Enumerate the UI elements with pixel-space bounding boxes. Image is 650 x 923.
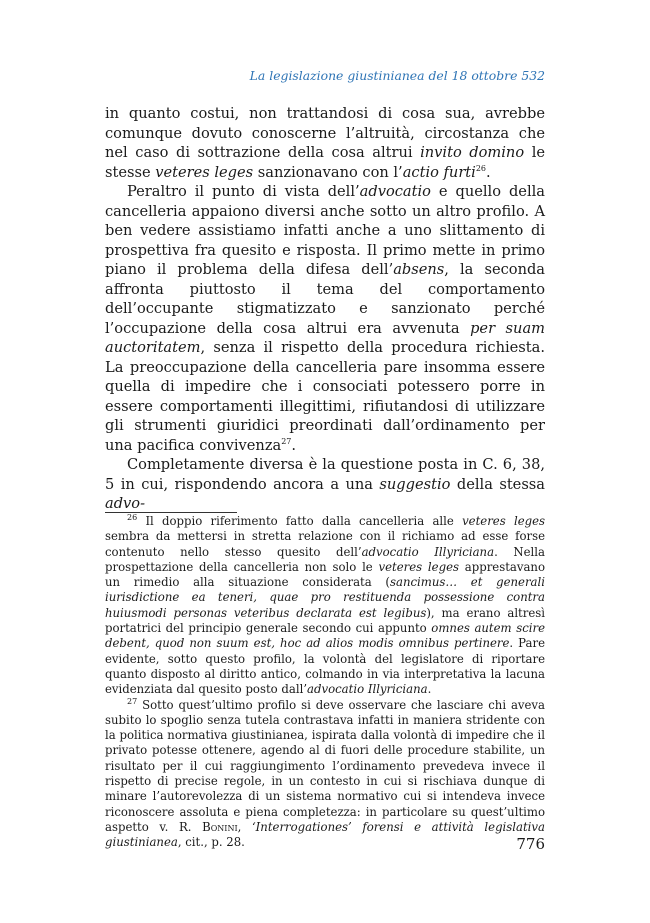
footnote-ref-27[interactable]: 27 xyxy=(281,436,292,446)
main-text xyxy=(105,104,545,514)
author-name: Bonini xyxy=(202,819,238,834)
running-header: La legislazione giustinianea del 18 ottobre 532 xyxy=(249,68,545,83)
footnotes xyxy=(105,514,545,851)
footnote-number: 27 xyxy=(127,696,138,706)
paragraph-3: Completamente diversa è la questione posta in C. 6, 38, 5 in cui, rispondendo ancora a una suggestio della stessa advo- xyxy=(105,456,545,512)
paragraph-1: in quanto costui, non trattandosi di cosa sua, avrebbe comunque dovuto conoscerne l’altruità, circostanza che nel caso di sottrazione della cosa altrui invito domino le stesse veteres leges sanzionavano con l’actio furti$^{26}$. xyxy=(105,105,545,181)
footnote-divider xyxy=(105,512,237,513)
page-number: 776 xyxy=(516,835,545,853)
footnote-ref-26[interactable]: 26 xyxy=(475,163,487,173)
footnote-26: $^{26}$ Il doppio riferimento fatto dalla cancelleria alle veteres leges sembra da mettersi in stretta relazione con il richiamo ad esse forse contenuto nello stesso quesito dell’advocatio Illyriciana. Nella prospettazione della cancelleria non solo le veteres leges apprestavano un rimedio alla situazione considerata (sancimus… et generali iurisdictione ea teneri, quae pro restituenda possessione contra huiusmodi personas veteribus declarata est legibus), ma erano altresì portatrici del principio generale secondo cui appunto omnes autem scire debent, quod non suum est, hoc ad alios modis omnibus pertinere. Pare evidente, sotto questo profilo, la volontà del legislatore di riportare quanto disposto al diritto antico, colmando in via interpretativa la lacuna evidenziata dal quesito posto dall’advocatio Illyriciana. xyxy=(105,513,546,697)
footnote-number: 26 xyxy=(127,513,138,523)
paragraph-2: Peraltro il punto di vista dell’advocatio e quello della cancelleria appaiono diversi anche sotto un altro profilo. A ben vedere assistiamo infatti anche a uno slittamento di prospettiva fra quesito e risposta. Il primo mette in primo piano il problema della difesa dell’absens, la seconda affronta piuttosto il tema del comportamento dell’occupante stigmatizzato e sanzionato perché l’occupazione della cosa altrui era avvenuta per suam auctoritatem, senza il rispetto della procedura richiesta. La preoccupazione della cancelleria pare insomma essere quella di impedire che i consociati potessero porre in essere comportamenti illegittimi, rifiutandosi di utilizzare gli strumenti giuridici preordinati dall’ordinamento per una pacifica convivenza$^{27}$. xyxy=(105,183,546,454)
footnote-27: $^{27}$ Sotto quest’ultimo profilo si deve osservare che lasciare chi aveva subito lo spoglio senza tutela contrastava infatti in maniera stridente con la politica normativa giustinianea, ispirata dalla volontà di impedire che il privato potesse ottenere, agendo al di fuori delle procedure stabilite, un risultato per il cui raggiungimento l’ordinamento prevedeva invece il rispetto di precise regole, in un contesto in cui si rischiava dunque di minare l’autorevolezza di un sistema normativo cui si intendeva invece riconoscere assoluta e piena completezza: in particolare su quest’ultimo aspetto v. R. Bonini, ‘Interrogationes’ forensi e attività legislativa giustinianea, cit., p. 28. xyxy=(105,696,546,850)
